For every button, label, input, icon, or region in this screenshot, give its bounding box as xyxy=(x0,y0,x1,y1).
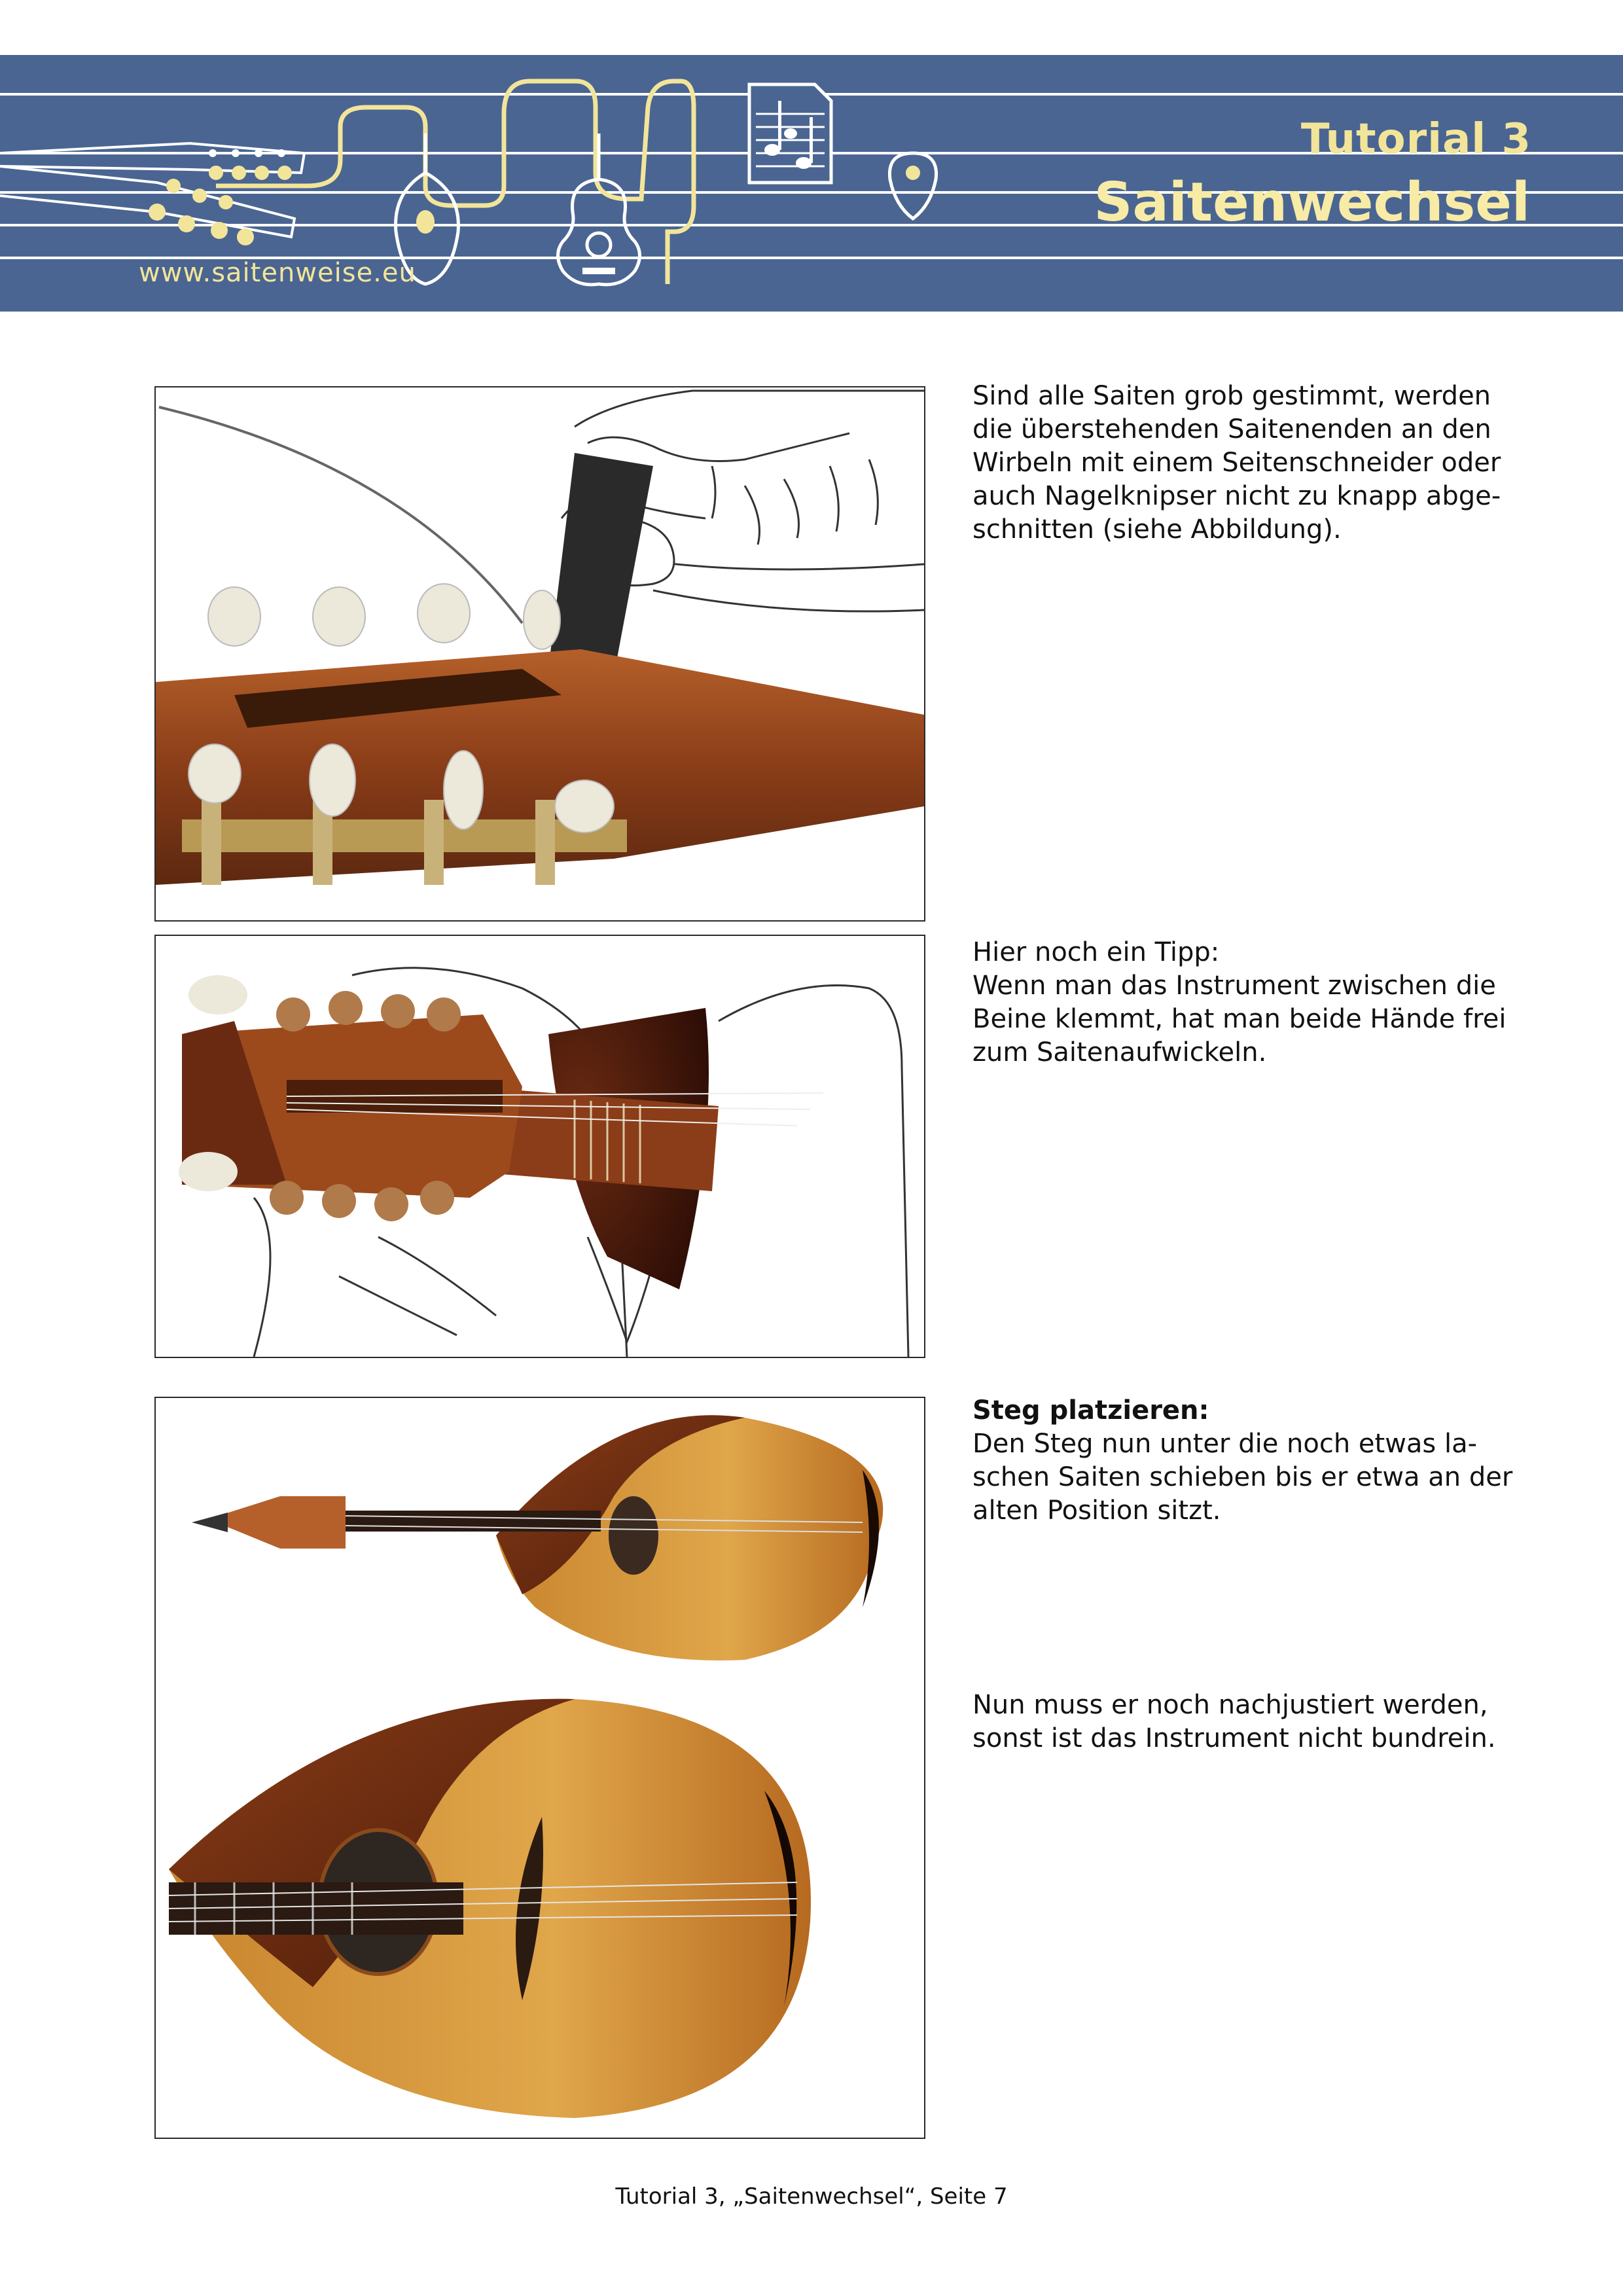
paragraph-line: Sind alle Saiten grob gestimmt, werden xyxy=(972,381,1491,411)
section-heading: Steg platzieren: xyxy=(972,1395,1209,1426)
guitar-icon xyxy=(558,134,640,285)
paragraph-line: alten Position sitzt. xyxy=(972,1496,1221,1526)
paragraph-line: schen Saiten schieben bis er etwa an der xyxy=(972,1462,1513,1492)
text-section-adjust xyxy=(972,1689,1555,1755)
paragraph-line: auch Nagelknipser nicht zu knapp abge- xyxy=(972,481,1501,511)
headstock-between-legs-photo xyxy=(154,935,925,1358)
text-section-cutting xyxy=(972,380,1555,547)
text-section-bridge xyxy=(972,1394,1555,1528)
mandolin-closeup-image xyxy=(169,1699,811,2118)
paragraph-line: Wenn man das Instrument zwischen die xyxy=(972,971,1496,1001)
page-footer: Tutorial 3, „Saitenwechsel“, Seite 7 xyxy=(615,2183,1008,2210)
plectrum-icon xyxy=(889,153,936,219)
text-section-tip xyxy=(972,936,1555,1069)
paragraph-line: Nun muss er noch nachjustiert werden, xyxy=(972,1690,1488,1720)
paragraph-line: Den Steg nun unter die noch etwas la- xyxy=(972,1429,1478,1459)
paragraph-line: sonst ist das Instrument nicht bundrein. xyxy=(972,1723,1496,1753)
mandolin-bridge-photo xyxy=(154,1397,925,2139)
tutorial-label: Tutorial 3 xyxy=(1300,115,1531,164)
paragraph-line: schnitten (siehe Abbildung). xyxy=(972,514,1342,545)
cutting-string-photo xyxy=(154,386,925,922)
mandolin-overview-image xyxy=(192,1415,883,1660)
guitar-headstock-icon xyxy=(0,143,304,180)
paragraph-line: Hier noch ein Tipp: xyxy=(972,937,1220,967)
website-link[interactable]: www.saitenweise.eu xyxy=(139,258,416,288)
paragraph-line: die überstehenden Saitenenden an den xyxy=(972,414,1491,444)
sheet-music-icon xyxy=(749,84,831,183)
paragraph-line: zum Saitenaufwickeln. xyxy=(972,1037,1267,1067)
header-banner xyxy=(0,55,1623,312)
mandolin-headstock-icon xyxy=(0,166,294,245)
paragraph-line: Wirbeln mit einem Seitenschneider oder xyxy=(972,448,1501,478)
page-title: Saitenwechsel xyxy=(1094,171,1530,234)
paragraph-line: Beine klemmt, hat man beide Hände frei xyxy=(972,1004,1507,1034)
